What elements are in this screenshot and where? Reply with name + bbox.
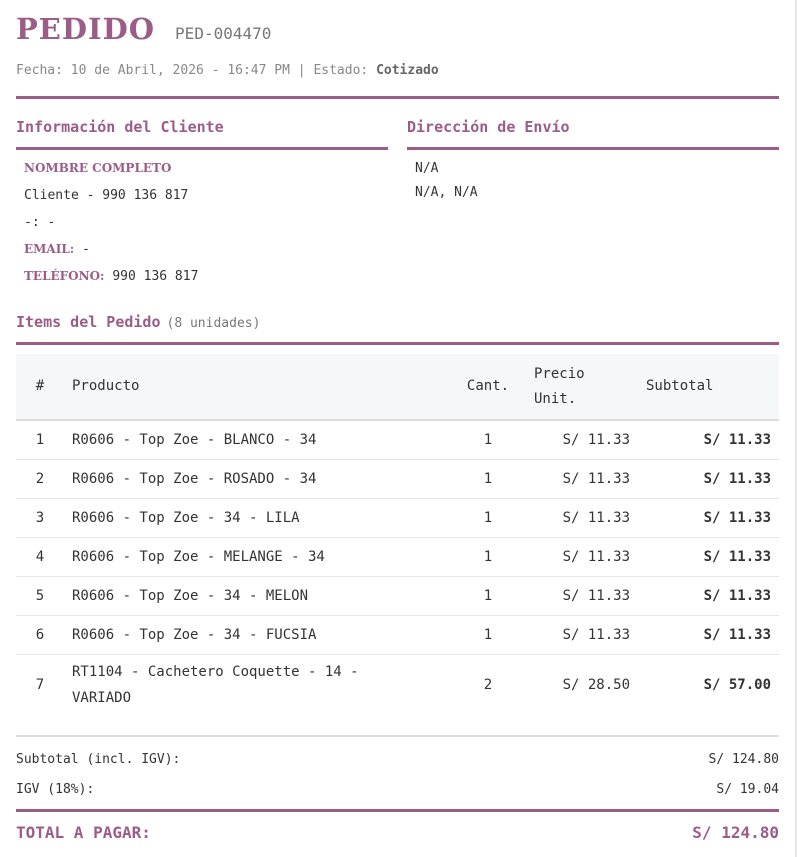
igv-row xyxy=(16,782,779,797)
shipping-line1: N/A xyxy=(415,161,439,176)
grand-total-label: TOTAL A PAGAR: xyxy=(16,823,151,842)
subtotal-value: S/ 124.80 xyxy=(708,752,779,767)
row-product: R0606 - Top Zoe - 34 - FUCSIA xyxy=(64,616,450,655)
table-header-row xyxy=(16,354,779,420)
document-line: -: - xyxy=(24,215,56,230)
row-price: S/ 11.33 xyxy=(526,538,638,577)
subtotal-label: Subtotal (incl. IGV): xyxy=(16,752,181,767)
row-num: 1 xyxy=(16,420,64,460)
row-num: 2 xyxy=(16,460,64,499)
row-qty: 1 xyxy=(450,420,526,460)
shipping-section-divider xyxy=(407,147,779,150)
items-table xyxy=(16,354,779,715)
row-num: 6 xyxy=(16,616,64,655)
table-row xyxy=(16,655,779,716)
page-title: PEDIDO xyxy=(16,12,156,46)
row-price: S/ 11.33 xyxy=(526,499,638,538)
row-product: RT1104 - Cachetero Coquette - 14 - VARIADO xyxy=(72,664,359,706)
shipping-line2: N/A, N/A xyxy=(415,185,478,200)
col-price-line1: Precio xyxy=(534,365,585,382)
shipping-section-title: Dirección de Envío xyxy=(407,118,570,136)
row-subtotal: S/ 11.33 xyxy=(638,420,779,460)
date-label: Fecha: xyxy=(16,63,63,78)
row-product: R0606 - Top Zoe - BLANCO - 34 xyxy=(64,420,450,460)
phone-value: 990 136 817 xyxy=(112,269,199,284)
row-product: R0606 - Top Zoe - 34 - LILA xyxy=(64,499,450,538)
grand-total-value: S/ 124.80 xyxy=(692,823,779,842)
col-num: # xyxy=(16,354,64,420)
status-value: Cotizado xyxy=(376,63,439,78)
row-price: S/ 11.33 xyxy=(526,616,638,655)
table-row xyxy=(16,538,779,577)
igv-value: S/ 19.04 xyxy=(716,782,779,797)
row-qty: 1 xyxy=(450,499,526,538)
name-value: Cliente - 990 136 817 xyxy=(24,188,189,203)
row-qty: 1 xyxy=(450,538,526,577)
items-units: (8 unidades) xyxy=(166,316,261,331)
row-price: S/ 28.50 xyxy=(562,677,630,693)
order-meta xyxy=(16,63,439,78)
shipping-info xyxy=(415,157,478,205)
totals-divider xyxy=(16,735,779,737)
date-value: 10 de Abril, 2026 - 16:47 PM xyxy=(70,63,290,78)
row-product: R0606 - Top Zoe - 34 - MELON xyxy=(64,577,450,616)
items-divider xyxy=(16,342,779,345)
row-subtotal: S/ 11.33 xyxy=(638,538,779,577)
row-num: 5 xyxy=(16,577,64,616)
row-product: R0606 - Top Zoe - MELANGE - 34 xyxy=(64,538,450,577)
row-subtotal: S/ 11.33 xyxy=(638,577,779,616)
col-qty: Cant. xyxy=(450,354,526,420)
row-price: S/ 11.33 xyxy=(526,577,638,616)
row-subtotal: S/ 11.33 xyxy=(638,616,779,655)
grand-total-row xyxy=(16,823,779,842)
row-price: S/ 11.33 xyxy=(526,420,638,460)
client-info xyxy=(24,155,198,290)
row-num: 4 xyxy=(16,538,64,577)
subtotal-row xyxy=(16,752,779,767)
row-num: 3 xyxy=(16,499,64,538)
igv-label: IGV (18%): xyxy=(16,782,95,797)
row-qty: 1 xyxy=(450,616,526,655)
status-label: Estado: xyxy=(313,63,369,78)
header-divider xyxy=(16,96,779,99)
col-price xyxy=(526,354,638,420)
row-subtotal: S/ 11.33 xyxy=(638,499,779,538)
row-qty: 1 xyxy=(450,577,526,616)
phone-label: TELÉFONO: xyxy=(24,269,105,283)
email-value: - xyxy=(82,242,90,257)
table-row xyxy=(16,577,779,616)
name-label: NOMBRE COMPLETO xyxy=(24,161,172,175)
row-qty: 1 xyxy=(450,460,526,499)
grand-total-divider xyxy=(16,809,779,812)
table-row xyxy=(16,499,779,538)
row-subtotal: S/ 57.00 xyxy=(703,677,771,693)
client-section-title: Información del Cliente xyxy=(16,118,224,136)
title-row xyxy=(16,12,271,46)
table-row xyxy=(16,616,779,655)
items-title: Items del Pedido xyxy=(16,313,161,331)
row-price: S/ 11.33 xyxy=(526,460,638,499)
table-row xyxy=(16,420,779,460)
email-label: EMAIL: xyxy=(24,242,75,256)
table-row xyxy=(16,460,779,499)
col-product: Producto xyxy=(64,354,450,420)
col-price-line2: Unit. xyxy=(534,390,577,407)
row-subtotal: S/ 11.33 xyxy=(638,460,779,499)
items-section-title xyxy=(16,313,260,331)
col-subtotal: Subtotal xyxy=(638,354,779,420)
meta-separator: | xyxy=(297,63,306,78)
row-qty: 2 xyxy=(483,677,493,693)
row-num: 7 xyxy=(35,677,45,693)
row-product: R0606 - Top Zoe - ROSADO - 34 xyxy=(64,460,450,499)
order-id: PED-004470 xyxy=(175,24,272,43)
client-section-divider xyxy=(16,147,388,150)
